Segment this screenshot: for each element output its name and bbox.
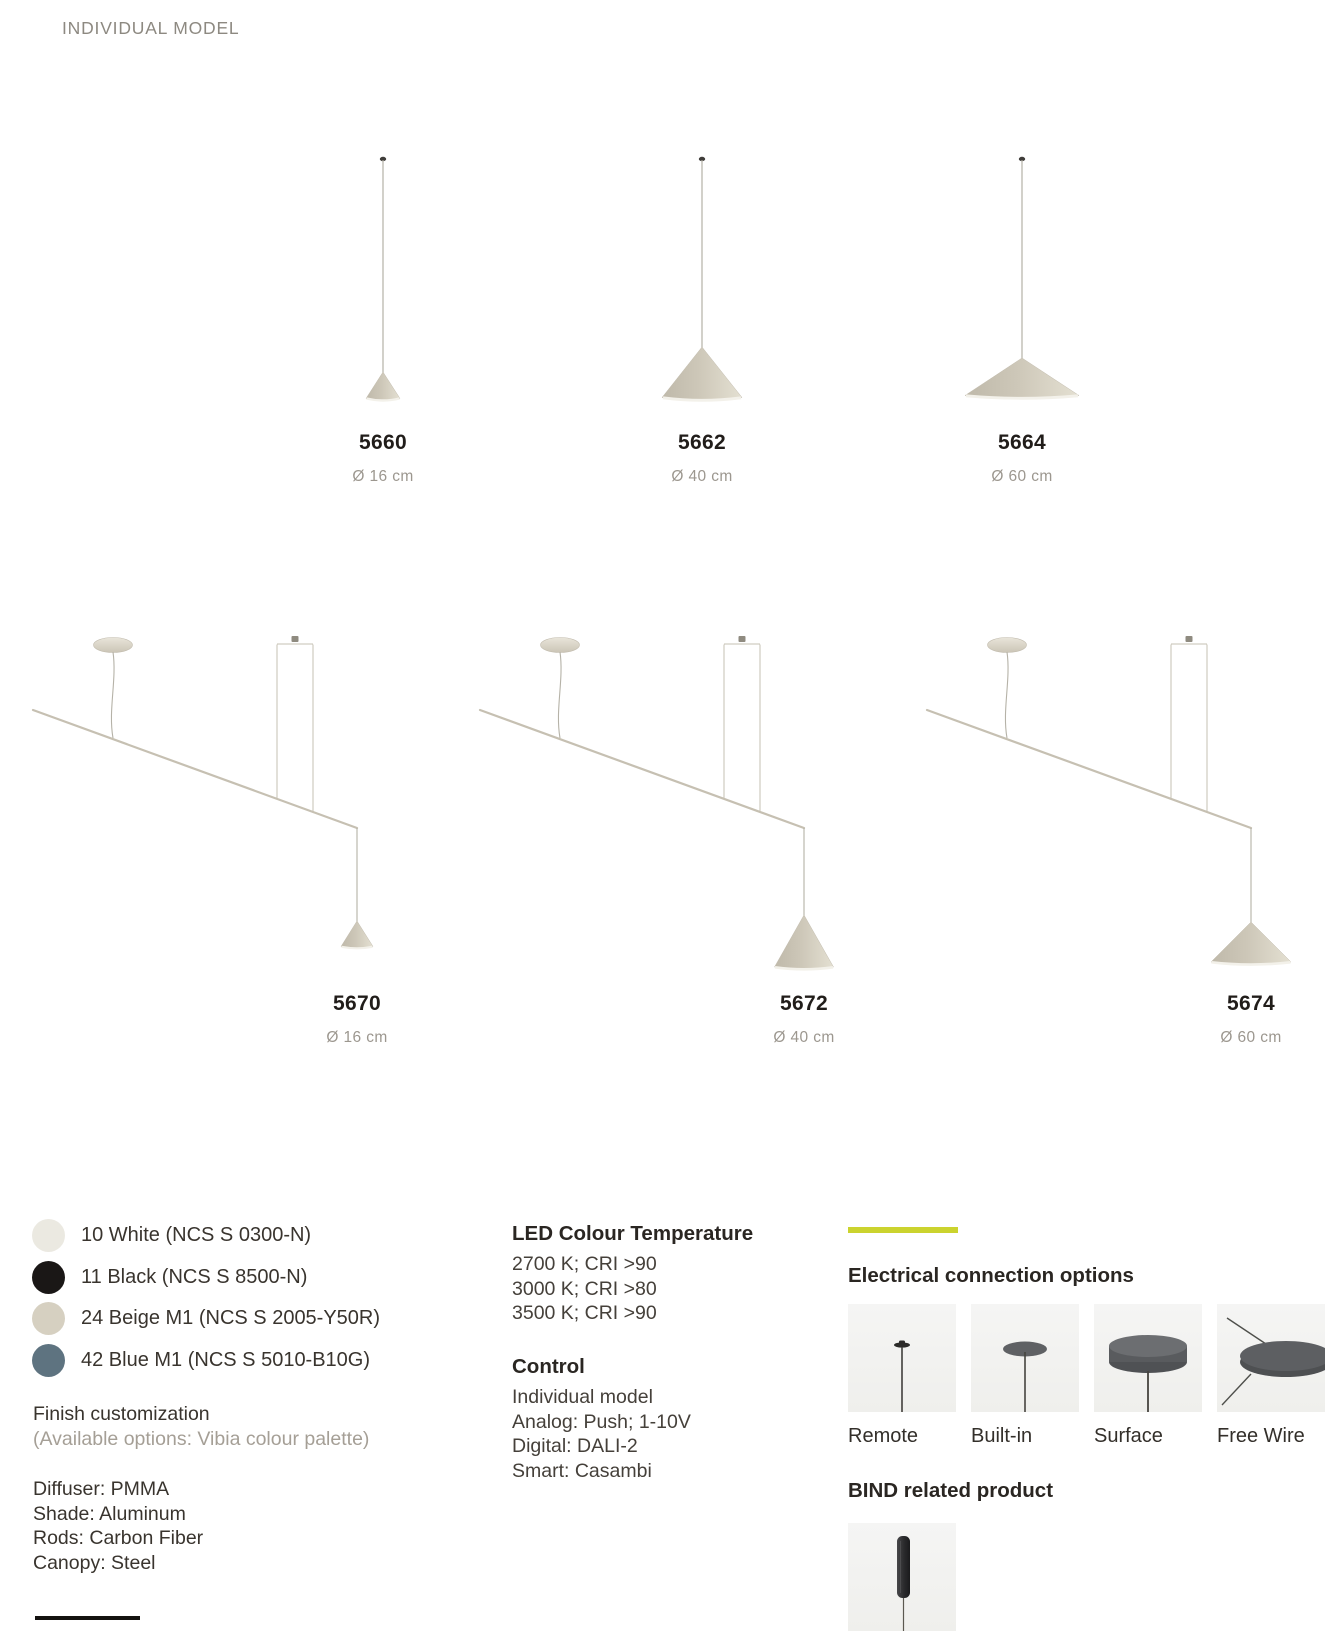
lamp-5662-figure	[637, 150, 767, 410]
swatch-label: 10 White (NCS S 0300-N)	[81, 1224, 312, 1246]
swatch-label: 11 Black (NCS S 8500-N)	[81, 1265, 308, 1288]
page-title: INDIVIDUAL MODEL	[62, 18, 240, 38]
connection-option-built-in	[971, 1304, 1079, 1448]
remote-canopy-image	[848, 1304, 956, 1412]
electrical-section-title: Electrical connection options	[848, 1264, 1134, 1287]
led-option: 3000 K; CRI >80	[512, 1277, 657, 1300]
built-in-canopy-image	[971, 1304, 1079, 1412]
bind-product-image	[848, 1523, 956, 1631]
beige-swatch-icon	[32, 1302, 65, 1335]
materials-block	[33, 1477, 203, 1575]
white-swatch-icon	[32, 1219, 65, 1252]
swatch-row-blue	[32, 1344, 380, 1377]
control-options	[512, 1385, 691, 1483]
connection-option-remote	[848, 1304, 956, 1448]
control-option: Smart: Casambi	[512, 1459, 652, 1482]
lamp-5672-figure	[465, 600, 855, 985]
connection-option-label: Remote	[848, 1425, 919, 1447]
material-canopy: Canopy: Steel	[33, 1551, 156, 1574]
control-section-title: Control	[512, 1355, 585, 1378]
model-diameter-5662: Ø 40 cm	[671, 468, 733, 485]
swatch-row-white	[32, 1219, 380, 1252]
model-code-5660: 5660	[359, 431, 407, 454]
connection-option-label: Built-in	[971, 1425, 1033, 1447]
model-code-5670: 5670	[333, 992, 381, 1015]
model-code-5664: 5664	[998, 431, 1046, 454]
swatch-label: 24 Beige M1 (NCS S 2005-Y50R)	[81, 1307, 381, 1329]
black-swatch-icon	[32, 1261, 65, 1294]
material-rods: Rods: Carbon Fiber	[33, 1527, 204, 1549]
control-option: Analog: Push; 1-10V	[512, 1410, 691, 1433]
model-code-5674: 5674	[1227, 992, 1275, 1015]
led-options	[512, 1252, 657, 1326]
swatch-label: 42 Blue M1 (NCS S 5010-B10G)	[81, 1348, 371, 1371]
swatch-row-black	[32, 1261, 380, 1294]
model-diameter-5670: Ø 16 cm	[326, 1029, 388, 1046]
accent-bar	[848, 1227, 958, 1233]
lamp-5664-figure	[957, 150, 1087, 410]
finish-customization-note: (Available options: Vibia colour palette)	[33, 1427, 370, 1450]
connection-option-free-wire	[1217, 1304, 1325, 1448]
model-diameter-5672: Ø 40 cm	[773, 1029, 835, 1046]
material-diffuser: Diffuser: PMMA	[33, 1478, 170, 1500]
led-option: 3500 K; CRI >90	[512, 1302, 657, 1324]
blue-swatch-icon	[32, 1344, 65, 1377]
lamp-5670-figure	[18, 600, 408, 985]
control-option: Individual model	[512, 1386, 653, 1408]
bind-section-title: BIND related product	[848, 1479, 1054, 1502]
model-diameter-5674: Ø 60 cm	[1220, 1029, 1282, 1046]
finish-swatch-list	[32, 1219, 380, 1377]
connection-option-label: Free Wire	[1217, 1425, 1305, 1447]
lamp-5674-figure	[912, 600, 1302, 985]
model-code-5672: 5672	[780, 992, 828, 1015]
connection-option-label: Surface	[1094, 1425, 1163, 1447]
free-wire-canopy-image	[1217, 1304, 1325, 1412]
bottom-rule	[35, 1616, 140, 1620]
finish-customization-block	[33, 1402, 369, 1451]
connection-option-surface	[1094, 1304, 1202, 1448]
finish-customization-title: Finish customization	[33, 1403, 210, 1425]
connection-options-row	[848, 1304, 1325, 1448]
model-code-5662: 5662	[678, 431, 726, 454]
model-diameter-5664: Ø 60 cm	[991, 468, 1053, 485]
swatch-row-beige	[32, 1302, 380, 1335]
material-shade: Shade: Aluminum	[33, 1502, 186, 1525]
lamp-5660-figure	[318, 150, 448, 410]
led-option: 2700 K; CRI >90	[512, 1253, 657, 1275]
surface-canopy-image	[1094, 1304, 1202, 1412]
control-option: Digital: DALI-2	[512, 1435, 638, 1457]
model-diameter-5660: Ø 16 cm	[352, 468, 414, 485]
led-section-title: LED Colour Temperature	[512, 1222, 754, 1245]
